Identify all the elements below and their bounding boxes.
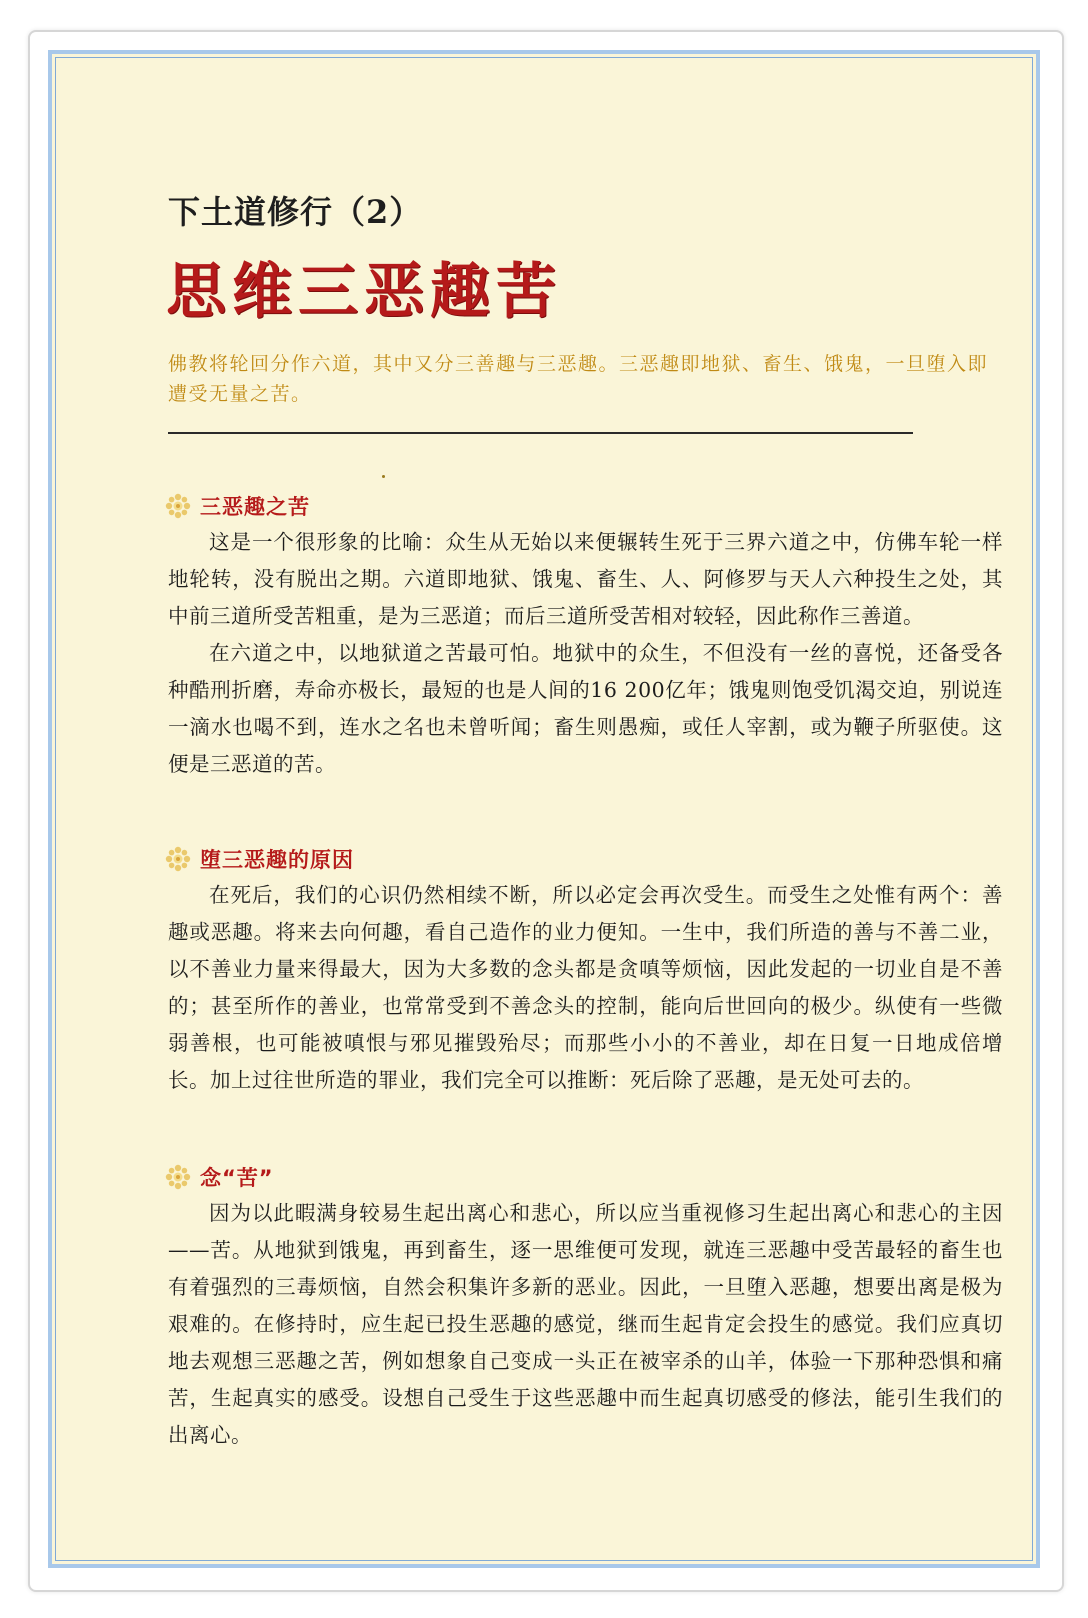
section-causes-of-falling [168, 841, 1003, 1099]
section-heading: 堕三恶趣的原因 [200, 848, 354, 872]
book-page [48, 50, 1040, 1568]
section-suffering-of-lower-realms [168, 488, 1003, 783]
section-heading: 三恶趣之苦 [200, 495, 310, 519]
section-heading: 念“苦” [200, 1166, 274, 1190]
decorative-dot [382, 475, 385, 478]
series-title: 下土道修行（2） [168, 193, 423, 231]
lotus-flower-icon [164, 492, 192, 520]
body-paragraph: 在死后，我们的心识仍然相续不断，所以必定会再次受生。而受生之处惟有两个：善趣或恶趣。将来去向何趣，看自己造作的业力便知。一生中，我们所造的善与不善二业，以不善业力量来得最大，因为大多数的念头都是贪嗔等烦恼，因此发起的一切业自是不善的；甚至所作的善业，也常常受到不善念头的控制，能向后世回向的极少。纵使有一些微弱善根，也可能被嗔恨与邪见摧毁殆尽；而那些小小的不善业，却在日复一日地成倍增长。加上过往世所造的罪业，我们完全可以推断：死后除了恶趣，是无处可去的。 [168, 883, 1003, 1092]
body-paragraph: 在六道之中，以地狱道之苦最可怕。地狱中的众生，不但没有一丝的喜悦，还备受各种酷刑折磨，寿命亦极长，最短的也是人间的16 200亿年；饿鬼则饱受饥渴交迫，别说连一滴水也喝不到，连水之名也未曾听闻；畜生则愚痴，或任人宰割，或为鞭子所驱使。这便是三恶道的苦。 [168, 641, 1003, 776]
section-contemplate-suffering [168, 1159, 1003, 1454]
title-divider [168, 432, 913, 434]
body-paragraph: 这是一个很形象的比喻：众生从无始以来便辗转生死于三界六道之中，仿佛车轮一样地轮转，没有脱出之期。六道即地狱、饿鬼、畜生、人、阿修罗与天人六种投生之处，其中前三道所受苦粗重，是为三恶道；而后三道所受苦相对较轻，因此称作三善道。 [168, 530, 1003, 628]
section-header [168, 488, 1003, 524]
lotus-flower-icon [164, 1163, 192, 1191]
section-header [168, 841, 1003, 877]
lotus-flower-icon [164, 845, 192, 873]
intro-text: 佛教将轮回分作六道，其中又分三善趣与三恶趣。三恶趣即地狱、畜生、饿鬼，一旦堕入即遭受无量之苦。 [168, 353, 989, 405]
main-title: 思维三恶趣苦 [166, 257, 562, 327]
body-paragraph: 因为以此暇满身较易生起出离心和悲心，所以应当重视修习生起出离心和悲心的主因——苦。从地狱到饿鬼，再到畜生，逐一思维便可发现，就连三恶趣中受苦最轻的畜生也有着强烈的三毒烦恼，自然会积集许多新的恶业。因此，一旦堕入恶趣，想要出离是极为艰难的。在修持时，应生起已投生恶趣的感觉，继而生起肯定会投生的感觉。我们应真切地去观想三恶趣之苦，例如想象自己变成一头正在被宰杀的山羊，体验一下那种恐惧和痛苦，生起真实的感受。设想自己受生于这些恶趣中而生起真切感受的修法，能引生我们的出离心。 [168, 1201, 1003, 1447]
section-header [168, 1159, 1003, 1195]
